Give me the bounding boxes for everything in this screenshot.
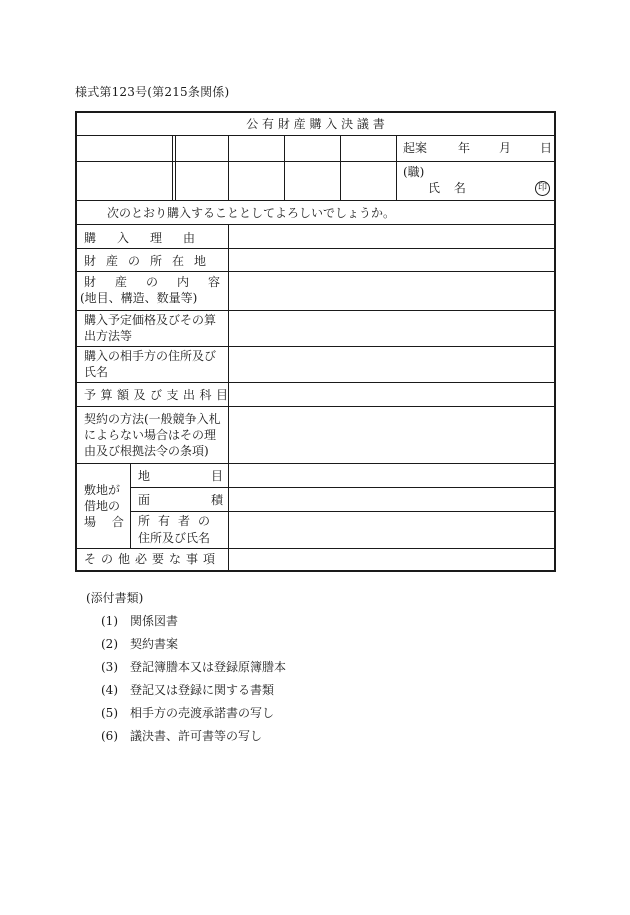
attachment-4-num: (4) bbox=[101, 683, 118, 697]
row-label-contract-1: 契約の方法(一般競争入札 bbox=[84, 412, 221, 426]
rule-v-leased bbox=[130, 463, 131, 548]
attachment-5-num: (5) bbox=[101, 706, 118, 720]
form-number: 様式第123号(第215条関係) bbox=[75, 85, 230, 99]
row-label-content-1: 財産の内容 bbox=[84, 275, 240, 289]
row-label-contract-3: 由及び根拠法令の条項) bbox=[84, 444, 209, 458]
row-label-reason-text: 購入理由 bbox=[84, 231, 217, 245]
rule-v-approval-e bbox=[396, 135, 397, 200]
month-label: 月 bbox=[499, 141, 512, 155]
intro-text: 次のとおり購入することとしてよろしいでしょうか。 bbox=[107, 206, 396, 220]
row-label-owner-1: 所有者の bbox=[138, 514, 219, 528]
attachment-1-num: (1) bbox=[101, 614, 118, 628]
rule-reason bbox=[77, 248, 554, 249]
rule-v-approval-b bbox=[228, 135, 229, 200]
row-label-contract-2: によらない場合はその理 bbox=[84, 428, 217, 442]
rule-v-approval-c bbox=[284, 135, 285, 200]
kian-label: 起案 bbox=[403, 141, 428, 155]
attachment-2-text: 契約書案 bbox=[130, 637, 179, 651]
rule-v-approval-a2 bbox=[175, 135, 176, 200]
form-title: 公 有 財 産 購 入 決 議 書 bbox=[246, 117, 385, 131]
attachment-4-text: 登記又は登録に関する書類 bbox=[130, 683, 275, 697]
row-label-price-1: 購入予定価格及びその算 bbox=[84, 313, 217, 327]
attachment-3-num: (3) bbox=[101, 660, 118, 674]
attachment-6-text: 議決書、許可書等の写し bbox=[130, 729, 263, 743]
rule-approval-2 bbox=[77, 200, 554, 201]
seal-mark: 印 bbox=[535, 181, 550, 196]
rule-v-approval-a bbox=[172, 135, 173, 200]
row-label-location bbox=[84, 252, 221, 270]
row-label-budget: 予算額及び支出科目 bbox=[84, 388, 233, 402]
attachment-5-text: 相手方の売渡承諾書の写し bbox=[130, 706, 275, 720]
attachments-heading: (添付書類) bbox=[86, 591, 144, 605]
resolution-form-table bbox=[75, 111, 556, 572]
row-label-reason bbox=[84, 229, 221, 247]
attachment-1-text: 関係図書 bbox=[130, 614, 179, 628]
attachment-2-num: (2) bbox=[101, 637, 118, 651]
row-label-price-2: 出方法等 bbox=[84, 329, 133, 343]
row-label-leased-1: 敷地が bbox=[84, 483, 121, 497]
rule-owner bbox=[77, 548, 554, 549]
attachment-6-num: (6) bbox=[101, 729, 118, 743]
year-label: 年 bbox=[458, 141, 471, 155]
attachment-3-text: 登記簿謄本又は登録原簿謄本 bbox=[130, 660, 287, 674]
rule-location bbox=[77, 271, 554, 272]
row-label-party-1: 購入の相手方の住所及び bbox=[84, 349, 217, 363]
row-label-content-2: (地目、構造、数量等) bbox=[80, 291, 198, 305]
day-label: 日 bbox=[540, 141, 553, 155]
row-label-land-category: 地目 bbox=[138, 469, 285, 483]
rule-intro bbox=[77, 224, 554, 225]
rule-approval-1 bbox=[77, 161, 554, 162]
row-label-owner-2: 住所及び氏名 bbox=[138, 531, 211, 545]
rule-contract bbox=[77, 463, 554, 464]
row-label-area: 面積 bbox=[138, 493, 285, 507]
row-label-other: その他必要な事項 bbox=[84, 552, 221, 566]
row-label-leased-3: 場 合 bbox=[84, 515, 130, 529]
rule-budget bbox=[77, 406, 554, 407]
name-label: 氏 名 bbox=[428, 181, 466, 195]
rule-title bbox=[77, 135, 554, 136]
rule-party bbox=[77, 382, 554, 383]
rule-land bbox=[130, 487, 554, 488]
position-label: (職) bbox=[403, 165, 425, 179]
row-label-location-text: 財産の所在地 bbox=[84, 254, 217, 268]
row-label-leased-2: 借地の bbox=[84, 499, 121, 513]
row-label-party-2: 氏名 bbox=[84, 365, 109, 379]
rule-v-approval-d bbox=[340, 135, 341, 200]
